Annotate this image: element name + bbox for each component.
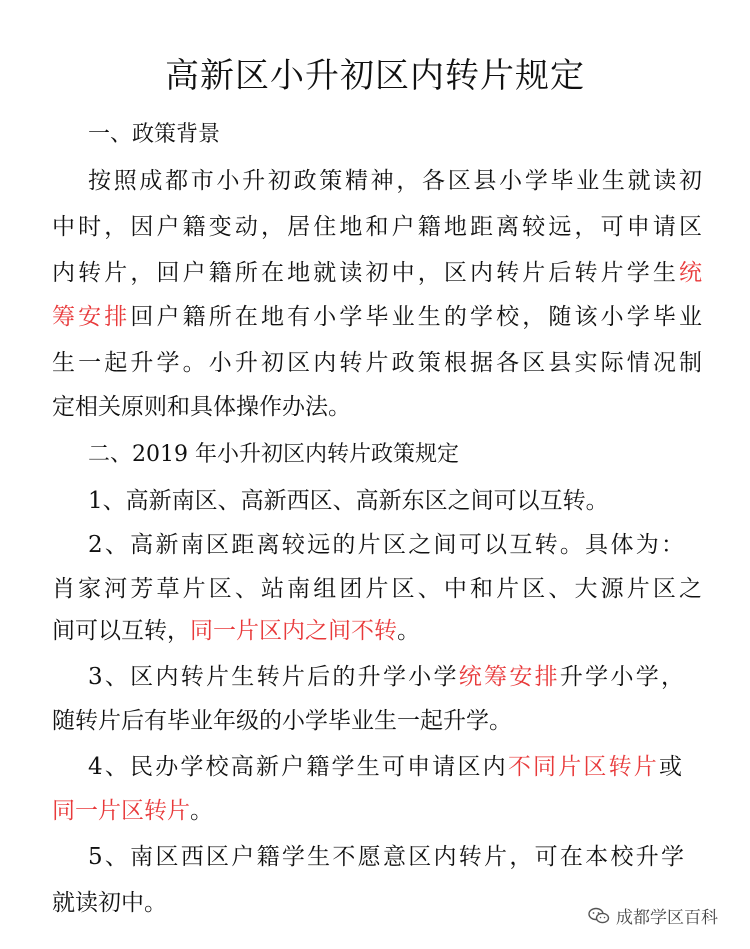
wechat-icon	[588, 907, 610, 925]
item3-line1-text: 3、区内转片生转片后的升学小学	[88, 664, 459, 690]
item3-line2: 随转片后有毕业年级的小学毕业生一起升学。	[52, 708, 512, 734]
item4-line1-text: 4、民办学校高新户籍学生可申请区内	[88, 754, 508, 780]
watermark-text: 成都学区百科	[616, 908, 718, 928]
para1-line3-text: 内转片，回户籍所在地就读初中，区内转片后转片学生	[52, 260, 679, 286]
item3-line1-end: 升学小学，	[559, 664, 684, 690]
item2-line3-end: 。	[397, 618, 420, 644]
item4-line2-highlight: 同一片区转片	[52, 798, 190, 824]
para1-line3-highlight: 统	[679, 260, 702, 286]
para1-line4-text: 回户籍所在地有小学毕业生的学校，随该小学毕业	[130, 304, 702, 330]
item1-line1: 1、高新南区、高新西区、高新东区之间可以互转。	[88, 488, 609, 514]
section-1-heading: 一、政策背景	[88, 122, 221, 147]
item2-line2: 肖家河芳草片区、站南组团片区、中和片区、大源片区之	[52, 576, 702, 602]
item2-line3	[52, 616, 702, 646]
para1-line3	[52, 258, 702, 288]
para1-line4	[52, 302, 702, 332]
section-2-heading: 二、2019 年小升初区内转片政策规定	[88, 442, 459, 467]
item2-line3-text: 间可以互转，	[52, 618, 190, 644]
item2-line3-highlight: 同一片区内之间不转	[190, 618, 397, 644]
item5-line1: 5、南区西区户籍学生不愿意区内转片，可在本校升学	[88, 844, 684, 870]
item4-line1-end: 或	[659, 754, 682, 780]
para1-line5: 生一起升学。小升初区内转片政策根据各区县实际情况制	[52, 350, 702, 376]
item4-line1-highlight: 不同片区转片	[507, 754, 659, 780]
item3-line1	[88, 662, 684, 692]
para1-line6: 定相关原则和具体操作办法。	[52, 394, 351, 420]
item4-line2-end: 。	[190, 798, 213, 824]
item4-line1	[88, 752, 682, 782]
item5-line2: 就读初中。	[52, 890, 167, 916]
item3-line1-highlight: 统筹安排	[458, 664, 560, 690]
para1-line4-highlight: 筹安排	[52, 304, 131, 330]
para1-line1: 按照成都市小升初政策精神，各区县小学毕业生就读初	[88, 168, 702, 194]
para1-line2: 中时，因户籍变动，居住地和户籍地距离较远，可申请区	[52, 214, 702, 240]
item4-line2	[52, 796, 702, 826]
watermark	[588, 903, 718, 928]
document-title: 高新区小升初区内转片规定	[165, 56, 585, 96]
item2-line1: 2、高新南区距离较远的片区之间可以互转。具体为：	[88, 532, 684, 558]
